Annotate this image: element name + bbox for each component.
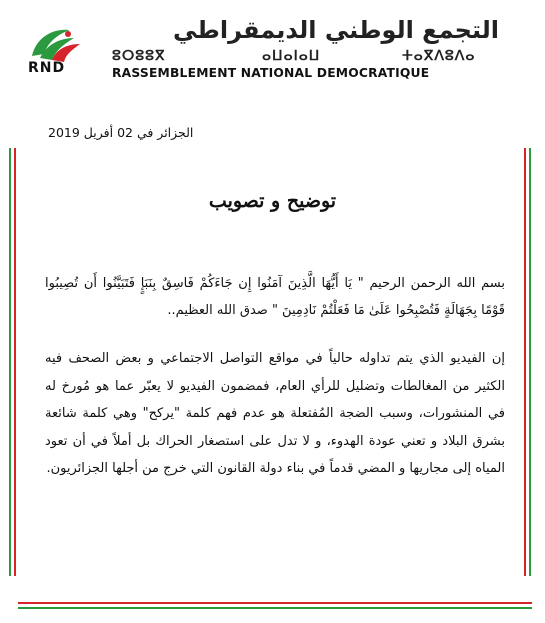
logo-text: RND	[28, 60, 66, 76]
party-name-arabic: التجمع الوطني الديمقراطي	[172, 16, 499, 44]
party-name-tifinagh-3: ⵜⴰⴳⴷⵓⴷⴰ	[402, 48, 476, 64]
bottom-border-green	[18, 607, 532, 609]
party-name-tifinagh-1: ⵓⵔⵓⵓⴳ	[112, 48, 166, 64]
document-title: توضيح و تصويب	[208, 190, 337, 212]
document-date: الجزائر في 02 أفريل 2019	[48, 125, 194, 140]
party-name-tifinagh-2: ⴰⵡⴰⵏⴰⵡ	[262, 48, 321, 64]
party-name-french: RASSEMBLEMENT NATIONAL DEMOCRATIQUE	[112, 66, 430, 80]
left-border-red	[14, 148, 16, 576]
quran-verse: بسم الله الرحمن الرحيم " يَا أَيُّهَا الَّذِينَ آمَنُوا إِن جَاءَكُمْ فَاسِقٌ بِنَبَإٍ فَتَبَيَّنُوا أَن تُصِيبُوا قَوْمًا بِجَهَالَةٍ فَتُصْبِحُوا عَلَىٰ مَا فَعَلْتُمْ نَادِمِينَ " صدق الله العظيم..	[45, 276, 505, 318]
right-border-red	[524, 148, 526, 576]
letterhead	[0, 0, 545, 95]
bottom-border-red	[18, 602, 532, 604]
right-border-green	[529, 148, 531, 576]
left-border-green	[9, 148, 11, 576]
statement-paragraph: إن الفيديو الذي يتم تداوله حالياً في مواقع التواصل الاجتماعي و بعض الصحف فيه الكثير من المغالطات وتضليل للرأي العام، فمضمون الفيديو لا يعبّر عما هو مُورخ له في المنشورات، وسبب الضجة المُفتعلة هو عدم فهم كلمة "يركح" وهي كلمة شائعة بشرق البلاد و تعني عودة الهدوء، و لا تدل على استصغار الحراك بل أملاً في أن تعود المياه إلى مجاريها و المضي قدماً في بناء دولة القانون التي خرج من أجلها الجزائريون.	[45, 351, 505, 476]
